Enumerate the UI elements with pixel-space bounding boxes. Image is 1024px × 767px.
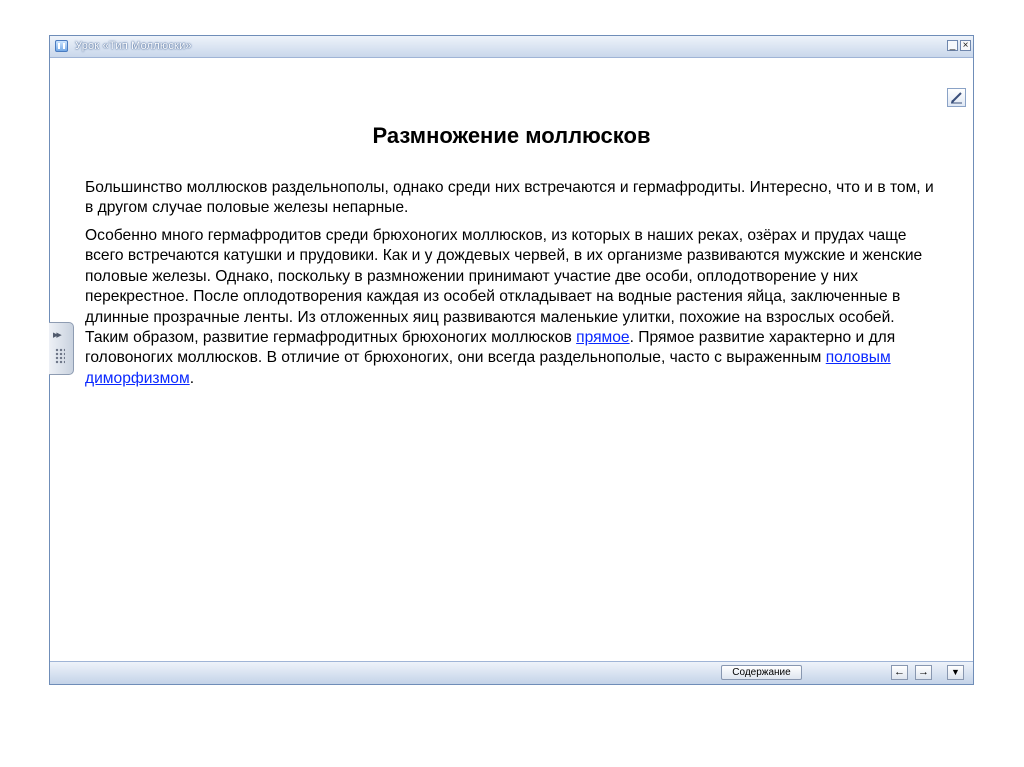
next-page-button[interactable] xyxy=(915,665,932,680)
paragraph-text: . xyxy=(189,369,195,387)
lesson-window xyxy=(49,35,974,685)
arrow-left-icon: ← xyxy=(894,666,905,678)
lesson-content xyxy=(50,57,973,661)
triangle-down-icon: ▼ xyxy=(951,667,960,677)
side-panel-expand-icon: ▶▶ xyxy=(53,332,60,339)
menu-dropdown-button[interactable] xyxy=(947,665,964,680)
paragraph-text: Особенно много гермафродитов среди брюхоногих моллюсков, из которых в наших реках, озёрах и прудах чаще всего встречаются катушки и прудовики. Как и у дождевых червей, в их организме развиваются мужские и женские половые железы. Однако, поскольку в размножении принимают участие две особи, оплодотворение у них перекрестное. После оплодотворения каждая из особей откладывает на водные растения яйца, заключенные в длинные прозрачные ленты. Из отложенных яиц развиваются маленькие улитки, похожие на взрослых особей. Таким образом, развитие гермафродитных брюхоногих моллюсков xyxy=(85,227,923,347)
paragraph-intro: Большинство моллюсков раздельнополы, однако среди них встречаются и гермафродиты. Интересно, что и в том, и в другом случае половые железы непарные. xyxy=(85,179,934,217)
page-title: Размножение моллюсков xyxy=(372,123,651,148)
arrow-right-icon: → xyxy=(918,666,929,678)
link-direct-development[interactable]: прямое xyxy=(576,329,630,347)
app-window-icon xyxy=(55,40,68,52)
link-sexual-dimorphism[interactable]: половым диморфизмом xyxy=(85,349,891,387)
close-button[interactable]: × xyxy=(960,40,971,51)
contents-button[interactable]: Содержание xyxy=(721,665,802,680)
title-bar[interactable] xyxy=(50,36,973,58)
footer-bar xyxy=(50,661,973,684)
minimize-button[interactable]: _ xyxy=(947,40,958,51)
paragraph-hermaphrodites xyxy=(85,226,935,389)
previous-page-button[interactable] xyxy=(891,665,908,680)
window-title: Урок «Тип Моллюски» xyxy=(75,40,192,52)
paragraph-text: . Прямое развитие характерно и для головоногих моллюсков. В отличие от брюхоногих, они всегда раздельнополые, часто с выраженным xyxy=(85,329,896,367)
